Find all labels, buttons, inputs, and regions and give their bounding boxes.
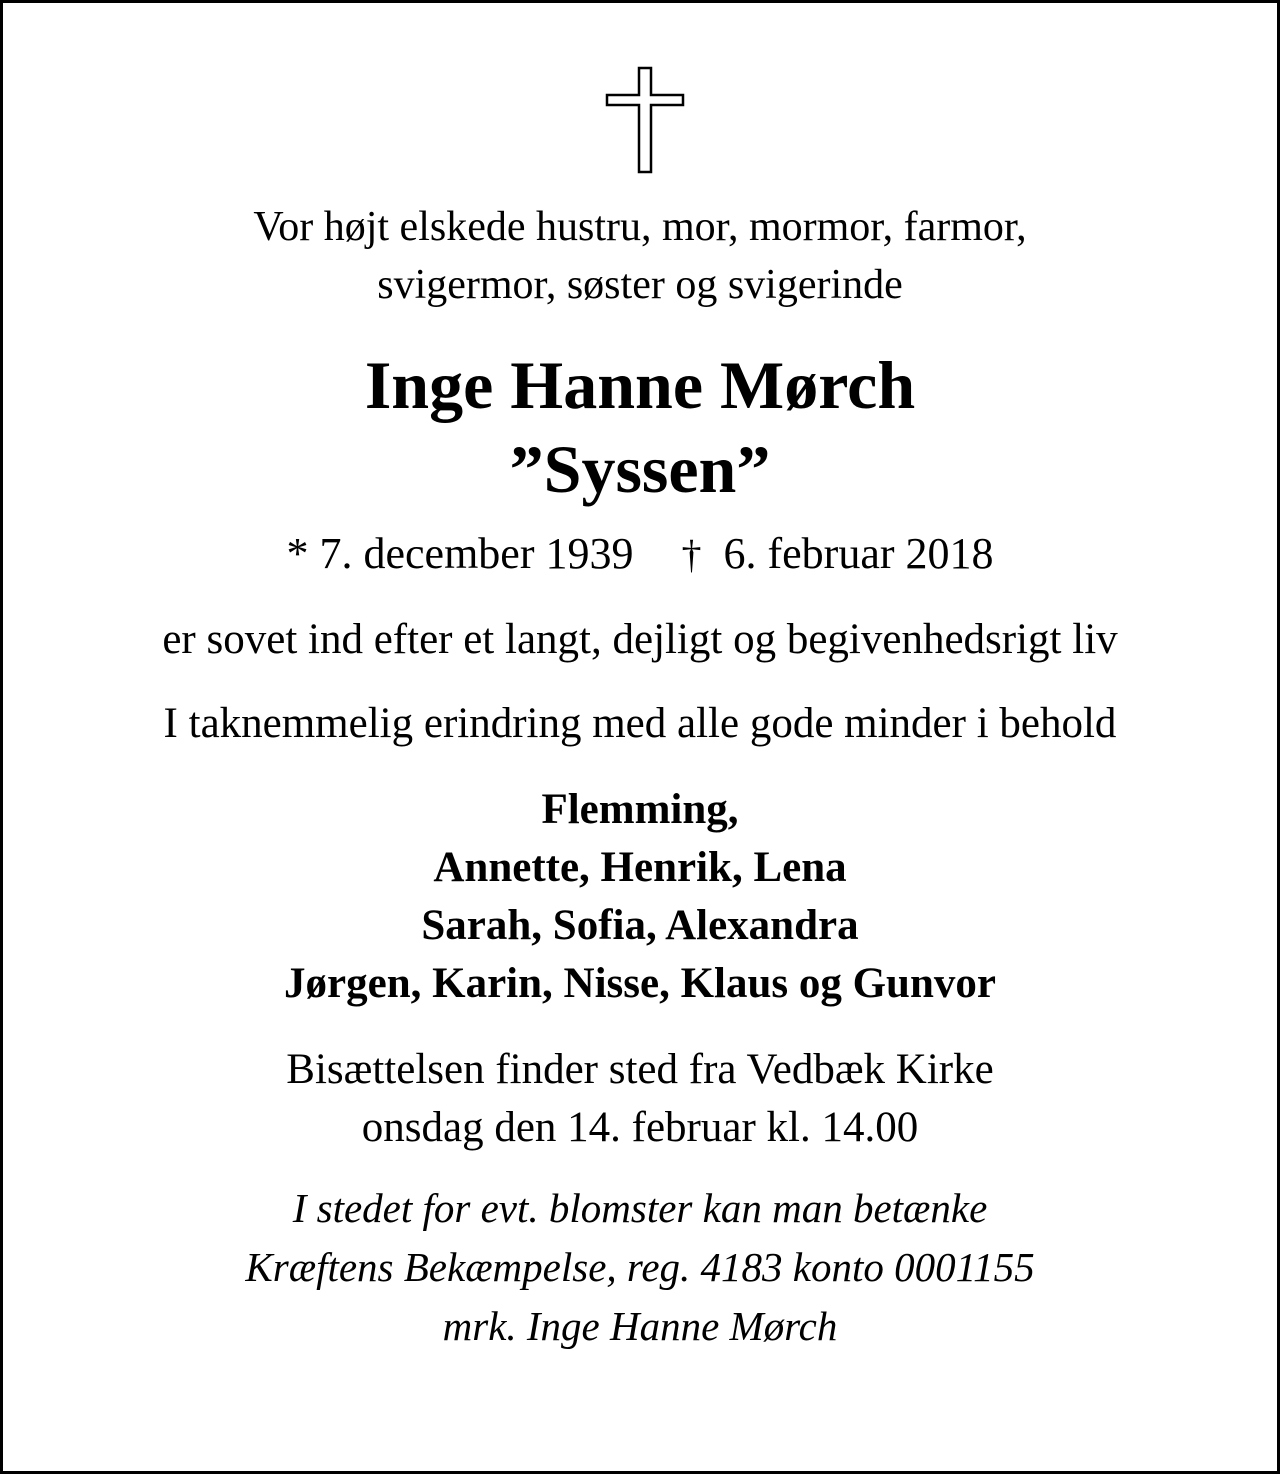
intro-line-1: Vor højt elskede hustru, mor, mormor, farmor,	[253, 204, 1027, 250]
funeral-line-2: onsdag den 14. februar kl. 14.00	[361, 1104, 919, 1151]
donation-line-3: mrk. Inge Hanne Mørch	[442, 1303, 838, 1349]
funeral-line-1: Bisættelsen finder sted fra Vedbæk Kirke	[286, 1046, 994, 1093]
donation-line-1: I stedet for evt. blomster kan man betænke	[292, 1185, 988, 1231]
latin-cross-icon	[603, 65, 687, 175]
family-line-2: Annette, Henrik, Lena	[433, 844, 847, 891]
donation-line-2: Kræftens Bekæmpelse, reg. 4183 konto 0001155	[245, 1244, 1035, 1290]
death-symbol: †	[681, 532, 702, 577]
deceased-name: Inge Hanne Mørch	[364, 347, 916, 423]
birth-symbol: *	[286, 529, 309, 578]
message-line-1: er sovet ind efter et langt, dejligt og begivenhedsrigt liv	[162, 616, 1118, 663]
deceased-nickname: ”Syssen”	[509, 431, 771, 507]
death-date: 6. februar 2018	[723, 529, 994, 578]
intro-line-2: svigermor, søster og svigerinde	[377, 262, 903, 308]
family-line-4: Jørgen, Karin, Nisse, Klaus og Gunvor	[284, 960, 996, 1007]
message-line-2: I taknemmelig erindring med alle gode minder i behold	[163, 700, 1117, 747]
family-line-3: Sarah, Sofia, Alexandra	[421, 902, 859, 949]
family-line-1: Flemming,	[541, 786, 739, 833]
birth-date: 7. december 1939	[319, 529, 634, 578]
life-dates	[3, 527, 1277, 582]
